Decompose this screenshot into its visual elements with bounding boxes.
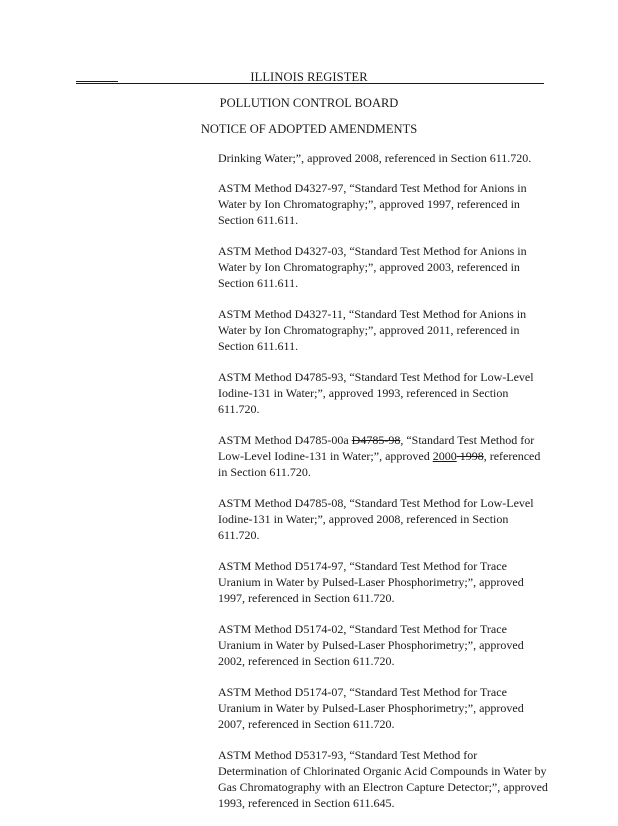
reference-entry: ASTM Method D5174-02, “Standard Test Method for Trace Uranium in Water by Pulsed-Laser Phosphorimetry;”, approved 2002, referenced in Section 611.720. — [218, 622, 524, 668]
entry-text: ASTM Method D4785-00a — [218, 433, 352, 447]
register-title: ILLINOIS REGISTER — [250, 70, 368, 84]
deleted-text: D4785-98 — [351, 433, 401, 447]
inserted-text: 2000 — [432, 449, 457, 463]
reference-entry: ASTM Method D4785-08, “Standard Test Method for Low-Level Iodine-131 in Water;”, approved 2008, referenced in Section 611.720. — [218, 496, 534, 542]
notice-title: NOTICE OF ADOPTED AMENDMENTS — [200, 122, 418, 136]
reference-entry: ASTM Method D4327-11, “Standard Test Method for Anions in Water by Ion Chromatography;”, approved 2011, referenced in Section 611.611. — [218, 307, 527, 353]
reference-entry: ASTM Method D4327-03, “Standard Test Method for Anions in Water by Ion Chromatography;”, approved 2003, referenced in Section 611.611. — [218, 244, 527, 290]
reference-entry: ASTM Method D4785-93, “Standard Test Method for Low-Level Iodine-131 in Water;”, approved 1993, referenced in Section 611.720. — [218, 370, 534, 416]
reference-list — [218, 150, 548, 826]
reference-entry-amended — [218, 432, 548, 480]
board-name: POLLUTION CONTROL BOARD — [219, 96, 399, 110]
entry-text: , referenced in Section 611.720. — [218, 449, 541, 479]
reference-entry: Drinking Water;”, approved 2008, referenced in Section 611.720. — [218, 151, 532, 165]
deleted-text: 1998 — [456, 449, 484, 463]
reference-entry: ASTM Method D5174-07, “Standard Test Method for Trace Uranium in Water by Pulsed-Laser Phosphorimetry;”, approved 2007, referenced in Section 611.720. — [218, 685, 524, 731]
reference-entry: ASTM Method D5174-97, “Standard Test Method for Trace Uranium in Water by Pulsed-Laser Phosphorimetry;”, approved 1997, referenced in Section 611.720. — [218, 559, 524, 605]
reference-entry: ASTM Method D4327-97, “Standard Test Method for Anions in Water by Ion Chromatography;”, approved 1997, referenced in Section 611.611. — [218, 181, 527, 227]
entry-text: , “Standard Test Method for Low-Level Iodine-131 in Water;”, approved — [218, 433, 535, 463]
reference-entry: ASTM Method D5317-93, “Standard Test Method for Determination of Chlorinated Organic Acid Compounds in Water by Gas Chromatography with an Electron Capture Detector;”, approved 1993, referenced in Section 611.645. — [218, 748, 548, 810]
